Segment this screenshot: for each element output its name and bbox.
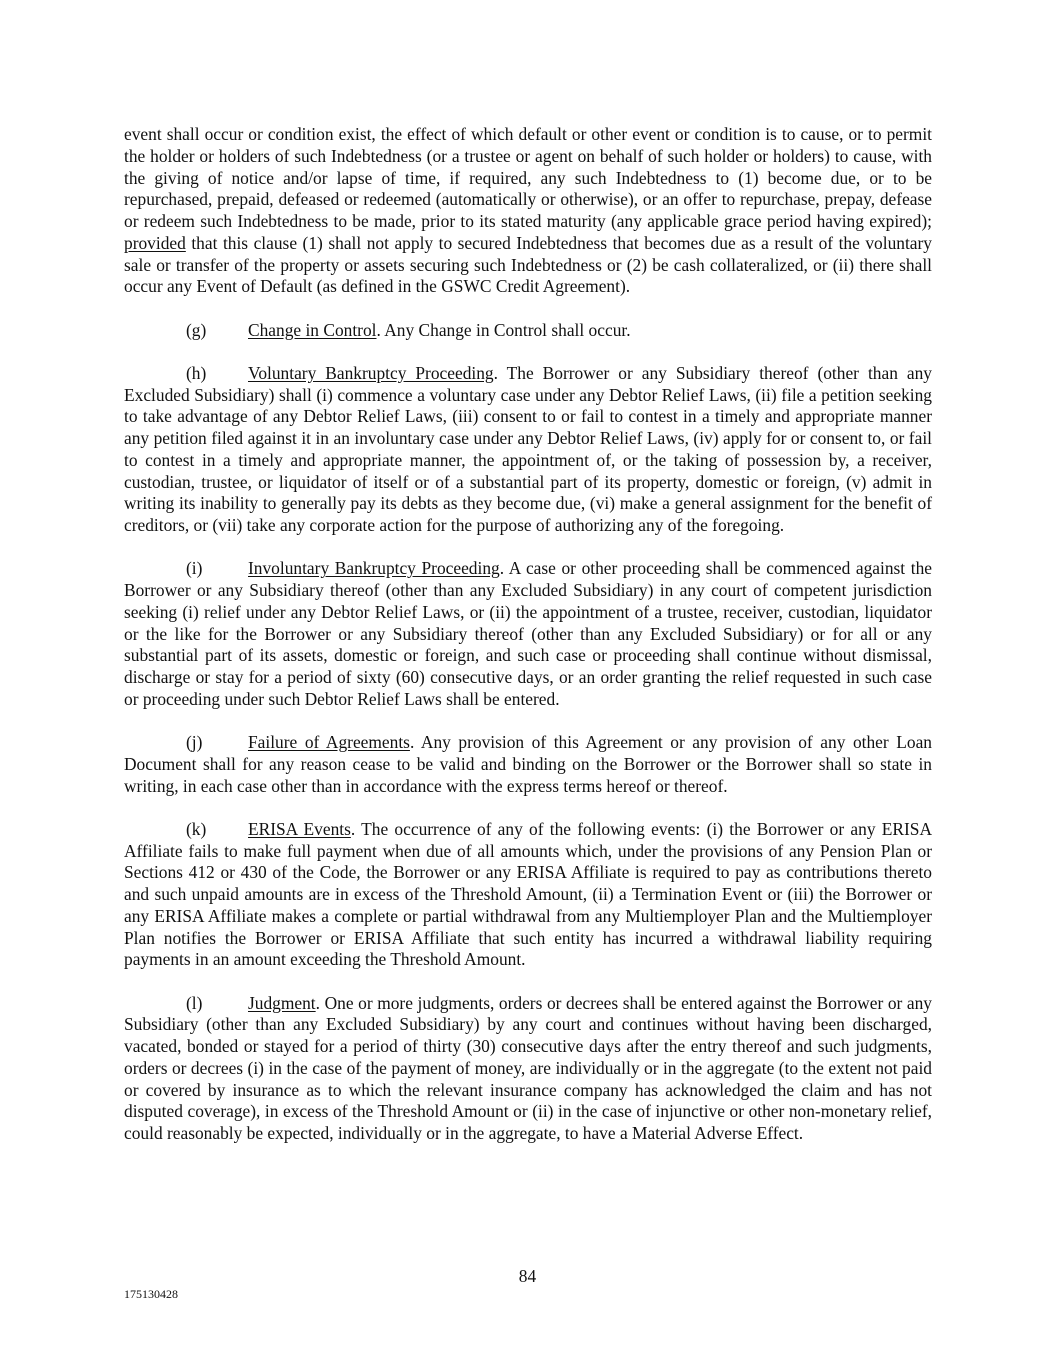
section-label: (k) [186, 818, 207, 839]
section-body: . The Borrower or any Subsidiary thereof (other than any Excluded Subsidiary) shall (i) commence a voluntary case under any Debtor Relief Laws, (ii) file a petition seeking to take advantage of any Debtor Relief Laws, (iii) consent to or fail to contest in a timely and appropriate manner any petition filed against it in an involuntary case under any Debtor Relief Laws, (iv) apply for or consent to, or fail to contest in a timely and appropriate manner, the appointment of, or the taking of possession by, a receiver, custodian, trustee, or liquidator of itself or of a substantial part of its property, domestic or foreign, (v) admit in writing its inability to generally pay its debts as they become due, (vi) make a general assignment for the benefit of creditors, or (vii) take any corporate action for the purpose of authorizing any of the foregoing. [124, 362, 932, 535]
section-heading: Judgment [248, 992, 316, 1013]
provided-term: provided [124, 232, 186, 253]
section-k [124, 819, 932, 971]
section-i [124, 558, 932, 710]
section-label: (i) [186, 558, 203, 579]
section-heading: Failure of Agreements [248, 732, 410, 752]
section-heading: Voluntary Bankruptcy Proceeding [248, 362, 494, 383]
section-h [124, 363, 932, 537]
page-number: 84 [518, 1266, 537, 1286]
section-body: . A case or other proceeding shall be commenced against the Borrower or any Subsidiary thereof (other than any Excluded Subsidiary) in any court of competent jurisdiction seeking (i) relief under any Debtor Relief Laws, or (ii) the appointment of a trustee, receiver, custodian, liquidator or the like for the Borrower or any Subsidiary thereof (other than any Excluded Subsidiary) or for all or any substantial part of its assets, domestic or foreign, and such case or proceeding shall continue without dismissal, discharge or stay for a period of sixty (60) consecutive days, or an order granting the relief requested in such case or proceeding under such Debtor Relief Laws shall be entered. [124, 558, 932, 709]
section-g [124, 320, 932, 342]
section-l [124, 993, 932, 1145]
document-id: 175130428 [124, 1287, 178, 1301]
section-j [124, 732, 932, 797]
section-body: . Any Change in Control shall occur. [376, 319, 631, 340]
section-label: (h) [186, 362, 207, 383]
section-body: . Any provision of this Agreement or any provision of any other Loan Document shall for any reason cease to be valid and binding on the Borrower or the Borrower shall so state in writing, in each case other than in accordance with the express terms hereof or thereof. [124, 732, 932, 796]
section-label: (l) [186, 992, 203, 1013]
page-body [124, 124, 932, 1166]
section-heading: ERISA Events [248, 818, 351, 839]
section-heading: Involuntary Bankruptcy Proceeding [248, 558, 500, 579]
continuation-paragraph [124, 124, 932, 298]
continuation-text-before: event shall occur or condition exist, the effect of which default or other event or condition is to cause, or to permit the holder or holders of such Indebtedness (or a trustee or agent on behalf of such holder or holders) to cause, with the giving of notice and/or lapse of time, if required, any such Indebtedness to (1) become due, or to be repurchased, prepaid, defeased or redeemed (automatically or otherwise), or an offer to repurchase, prepay, defease or redeem such Indebtedness to be made, prior to its stated maturity (any applicable grace period having expired); [124, 124, 932, 231]
section-label: (g) [186, 319, 207, 340]
continuation-text-after: that this clause (1) shall not apply to secured Indebtedness that becomes due as a result of the voluntary sale or transfer of the property or assets securing such Indebtedness or (2) be cash collateralized, or (ii) there shall occur any Event of Default (as defined in the GSWC Credit Agreement). [124, 232, 932, 297]
section-body: . One or more judgments, orders or decrees shall be entered against the Borrower or any Subsidiary (other than any Excluded Subsidiary) by any court and continues without having been discharged, vacated, bonded or stayed for a period of thirty (30) consecutive days after the entry thereof and such judgments, orders or decrees (i) in the case of the payment of money, are individually or in the aggregate (to the extent not paid or covered by insurance as to which the relevant insurance company has acknowledged the claim and has not disputed coverage), in excess of the Threshold Amount or (ii) in the case of injunctive or other non-monetary relief, could reasonably be expected, individually or in the aggregate, to have a Material Adverse Effect. [124, 992, 932, 1143]
section-heading: Change in Control [248, 319, 377, 340]
section-label: (j) [186, 732, 203, 752]
section-body: . The occurrence of any of the following events: (i) the Borrower or any ERISA Affiliate fails to make full payment when due of all amounts which, under the provisions of any Pension Plan or Sections 412 or 430 of the Code, the Borrower or any ERISA Affiliate is required to pay as contributions thereto and such unpaid amounts are in excess of the Threshold Amount, (ii) a Termination Event or (iii) the Borrower or any ERISA Affiliate makes a complete or partial withdrawal from any Multiemployer Plan and the Multiemployer Plan notifies the Borrower or ERISA Affiliate that such entity has incurred a withdrawal liability requiring payments in an amount exceeding the Threshold Amount. [124, 818, 933, 970]
